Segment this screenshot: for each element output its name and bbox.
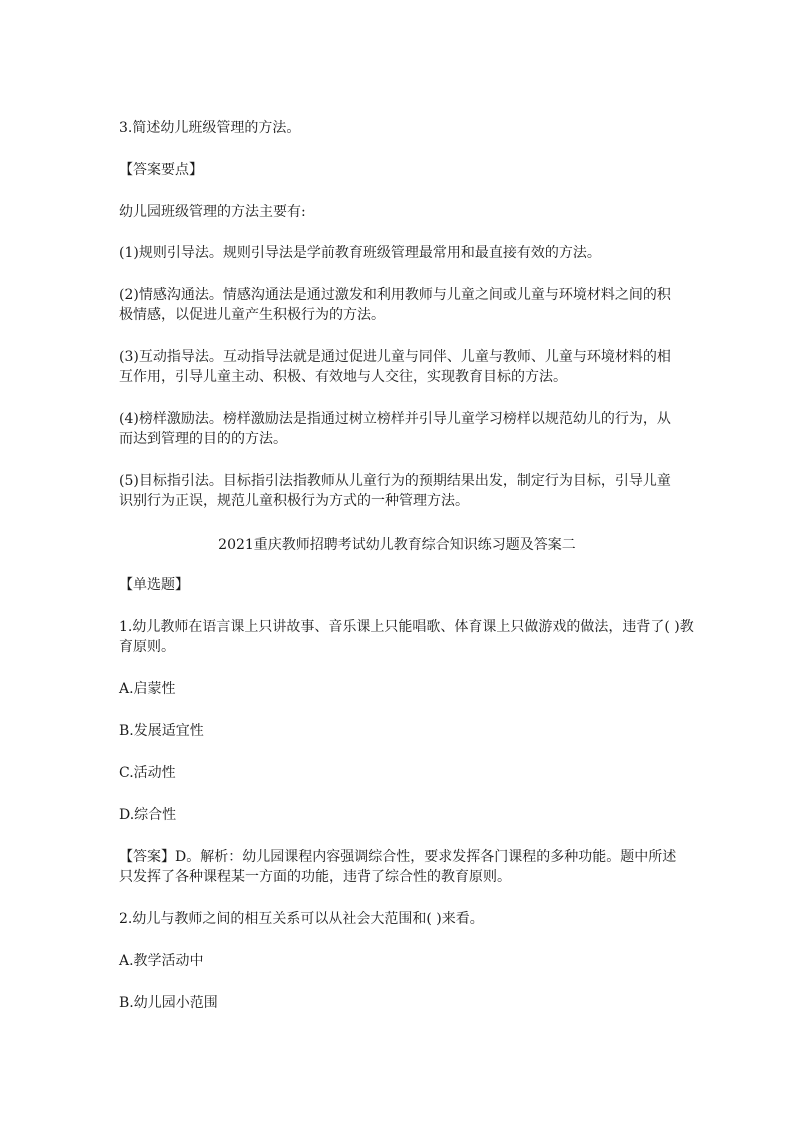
question-1-option-b: B.发展适宜性 xyxy=(119,723,204,739)
question-1-option-a: A.启蒙性 xyxy=(119,681,176,697)
question-1-option-d: D.综合性 xyxy=(119,807,177,823)
method-4-line-2: 而达到管理的目的的方法。 xyxy=(119,431,287,447)
method-2-line-2: 极情感，以促进儿童产生积极行为的方法。 xyxy=(119,307,385,323)
method-2-line-1: (2)情感沟通法。情感沟通法是通过激发和利用教师与儿童之间或儿童与环境材料之间的积 xyxy=(119,287,671,303)
answer-heading: 【答案要点】 xyxy=(119,162,203,178)
method-3-line-1: (3)互动指导法。互动指导法就是通过促进儿童与同伴、儿童与教师、儿童与环境材料的相 xyxy=(119,349,671,365)
answer-intro: 幼儿园班级管理的方法主要有: xyxy=(119,204,306,220)
section-heading-single-choice: 【单选题】 xyxy=(119,577,189,593)
method-5-line-2: 识别行为正误，规范儿童积极行为方式的一种管理方法。 xyxy=(119,493,469,509)
question-2-option-a: A.教学活动中 xyxy=(119,953,204,969)
method-4-line-1: (4)榜样激励法。榜样激励法是指通过树立榜样并引导儿童学习榜样以规范幼儿的行为，从 xyxy=(119,411,671,427)
part-title: 2021重庆教师招聘考试幼儿教育综合知识练习题及答案二 xyxy=(218,537,576,553)
question-3: 3.简述幼儿班级管理的方法。 xyxy=(119,120,301,136)
question-1-line-2: 育原则。 xyxy=(119,639,175,655)
question-2: 2.幼儿与教师之间的相互关系可以从社会大范围和( )来看。 xyxy=(119,911,484,927)
question-1-answer-line-2: 只发挥了各种课程某一方面的功能，违背了综合性的教育原则。 xyxy=(119,869,511,885)
question-1-answer-line-1: 【答案】D。解析：幼儿园课程内容强调综合性，要求发挥各门课程的多种功能。题中所述 xyxy=(119,849,677,865)
question-2-option-b: B.幼儿园小范围 xyxy=(119,995,218,1011)
method-3-line-2: 互作用，引导儿童主动、积极、有效地与人交往，实现教育目标的方法。 xyxy=(119,369,567,385)
question-1-line-1: 1.幼儿教师在语言课上只讲故事、音乐课上只能唱歌、体育课上只做游戏的做法，违背了( )教 xyxy=(119,619,694,635)
question-1-option-c: C.活动性 xyxy=(119,765,176,781)
method-5-line-1: (5)目标指引法。目标指引法指教师从儿童行为的预期结果出发，制定行为目标，引导儿童 xyxy=(119,473,671,489)
method-1-line-1: (1)规则引导法。规则引导法是学前教育班级管理最常用和最直接有效的方法。 xyxy=(119,245,601,261)
